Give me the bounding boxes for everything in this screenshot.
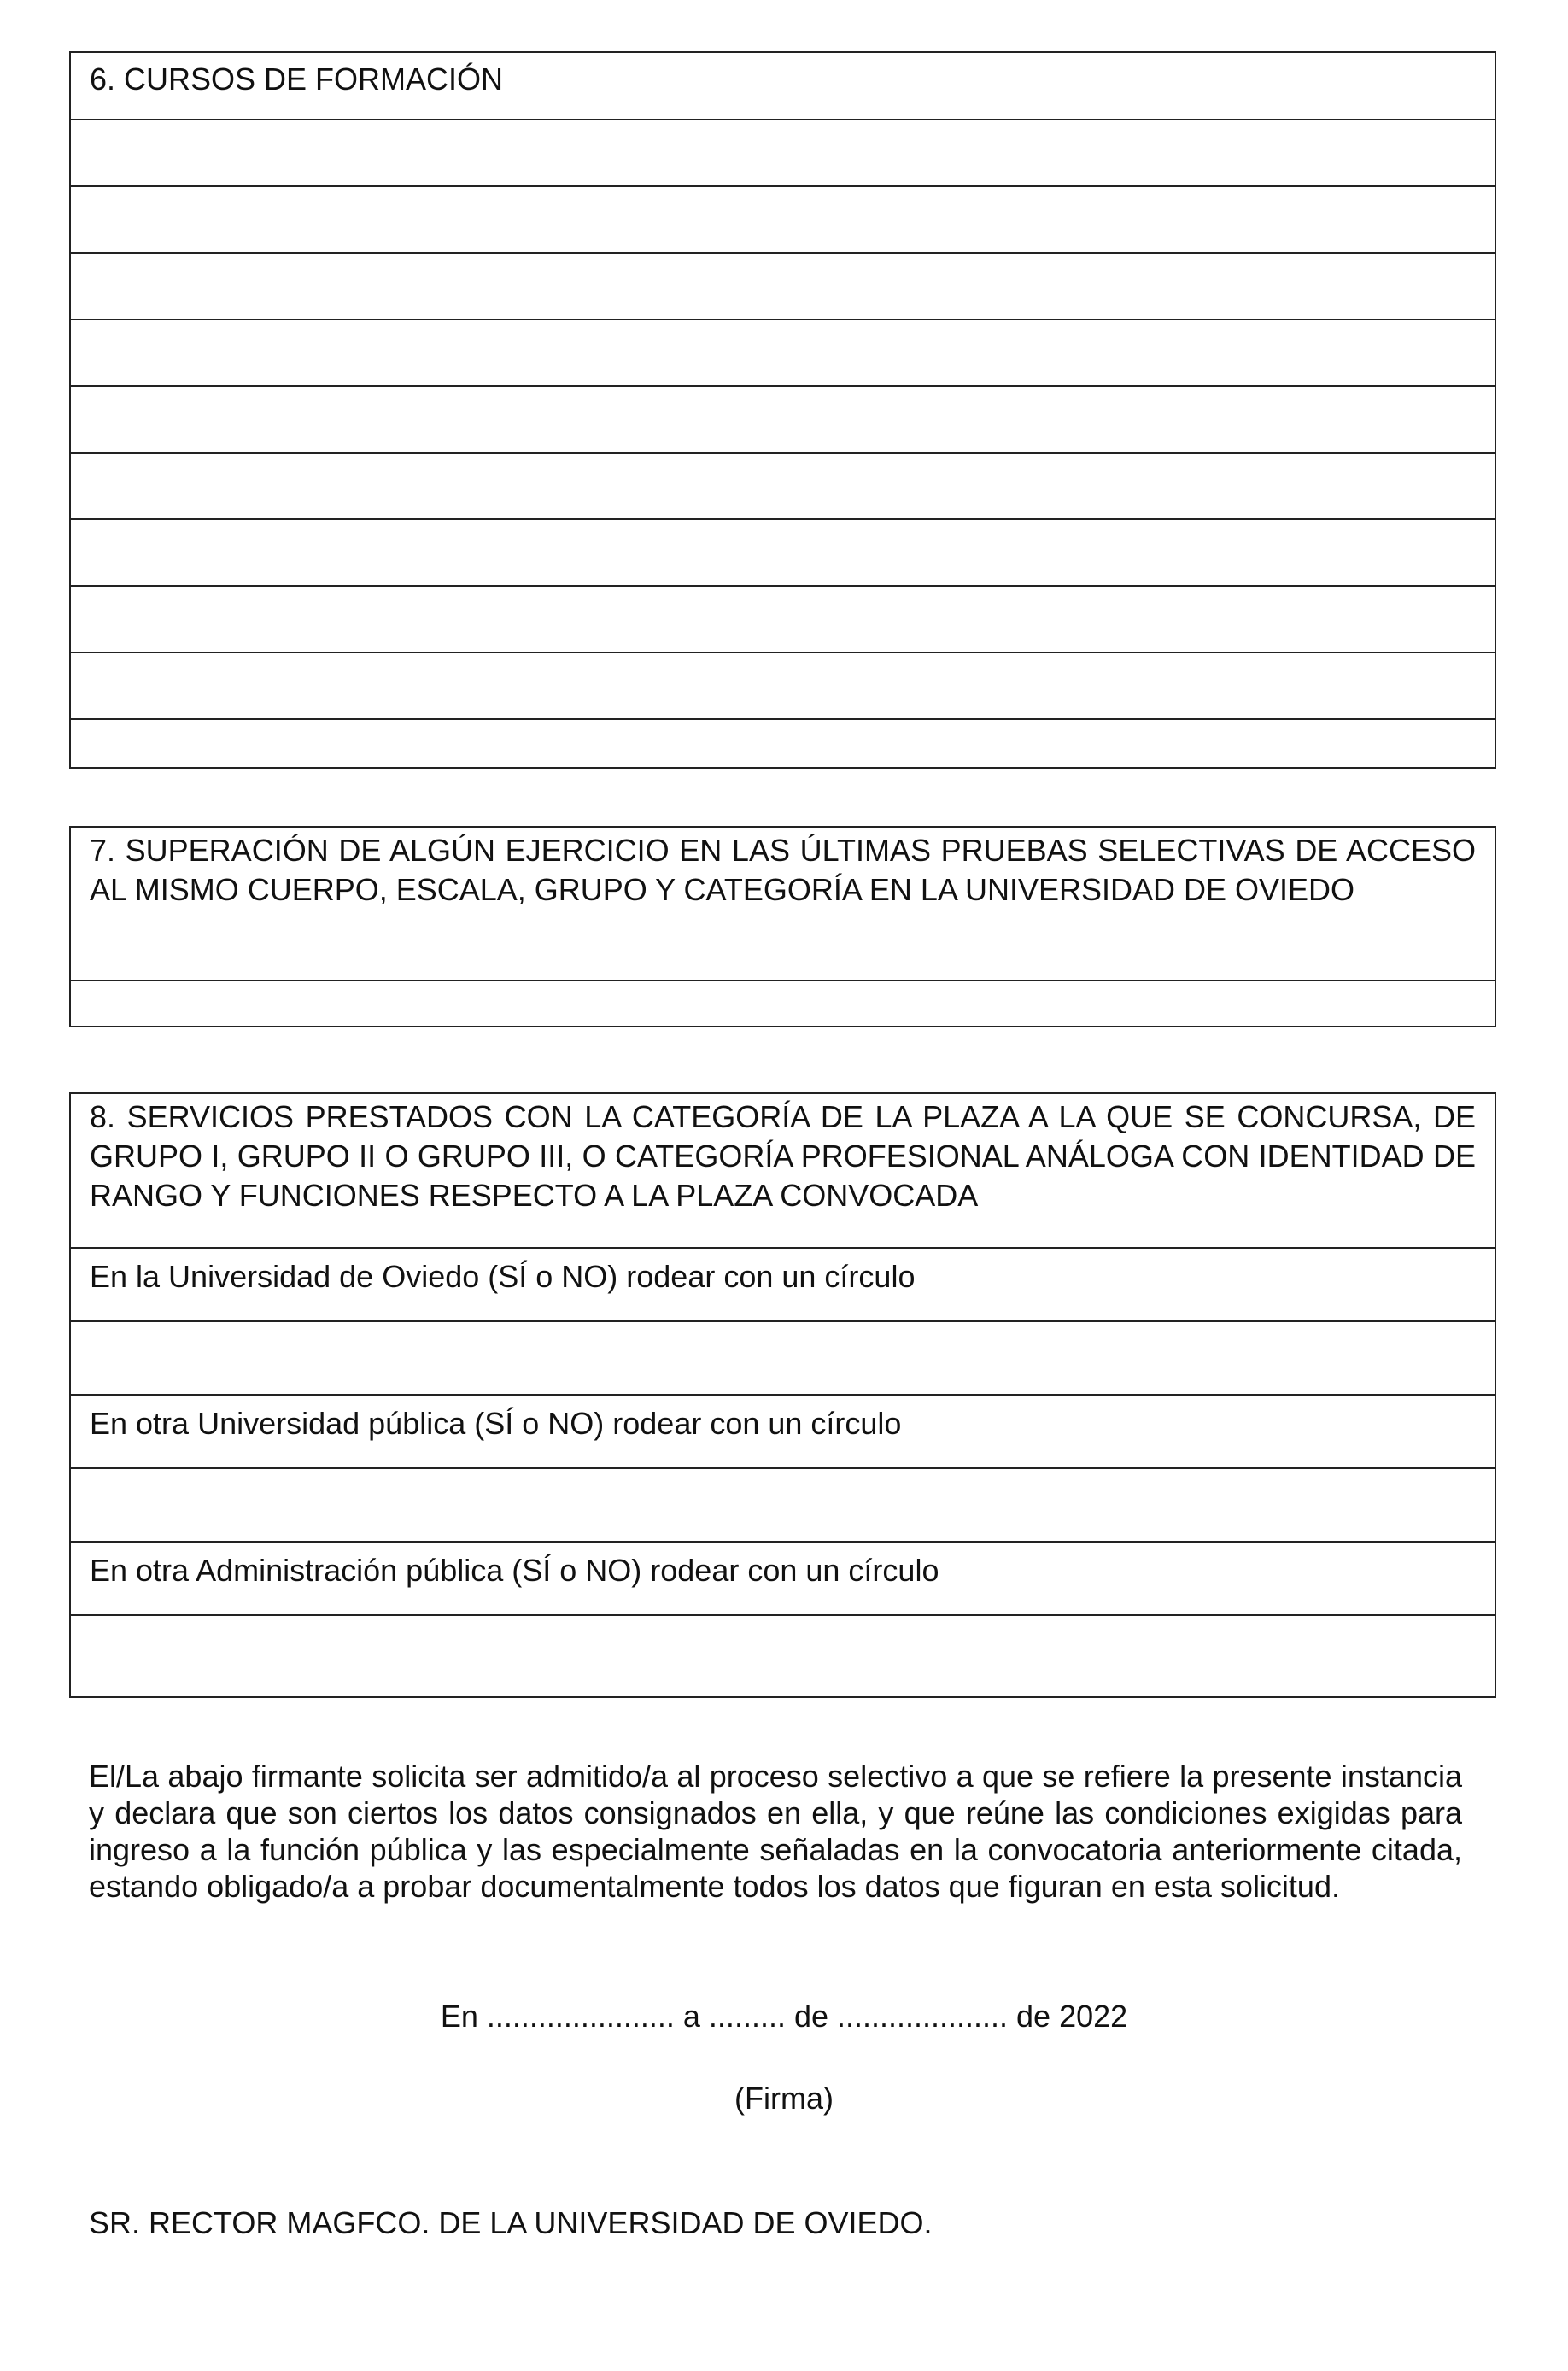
question-univ-oviedo: En la Universidad de Oviedo (SÍ o NO) rodear con un círculo (71, 1247, 1495, 1320)
section-7-table (69, 826, 1496, 1027)
answer-univ-oviedo-row[interactable] (71, 1320, 1495, 1394)
question-otra-universidad: En otra Universidad pública (SÍ o NO) rodear con un círculo (71, 1394, 1495, 1467)
course-entry-row[interactable] (71, 518, 1495, 585)
course-entry-row[interactable] (71, 185, 1495, 252)
question-otra-administracion: En otra Administración pública (SÍ o NO) rodear con un círculo (71, 1541, 1495, 1614)
course-entry-row[interactable] (71, 718, 1495, 767)
course-entry-row[interactable] (71, 385, 1495, 452)
date-line: En ...................... a ......... de .................... de 2022 (440, 1999, 1128, 2034)
addressee: SR. RECTOR MAGFCO. DE LA UNIVERSIDAD DE OVIEDO. (89, 2205, 933, 2240)
course-entry-row[interactable] (71, 119, 1495, 185)
course-entry-row[interactable] (71, 319, 1495, 385)
course-entry-row[interactable] (71, 252, 1495, 319)
section-8-title: 8. SERVICIOS PRESTADOS CON LA CATEGORÍA DE LA PLAZA A LA QUE SE CONCURSA, DE GRUPO I, GRUPO II O GRUPO III, O CATEGORÍA PROFESIONAL ANÁLOGA CON IDENTIDAD DE RANGO Y FUNCIONES RESPECTO A LA PLAZA CONVOCADA (90, 1099, 1476, 1213)
section-6-title: 6. CURSOS DE FORMACIÓN (90, 61, 504, 97)
section-7-title: 7. SUPERACIÓN DE ALGÚN EJERCICIO EN LAS ÚLTIMAS PRUEBAS SELECTIVAS DE ACCESO AL MISMO CUERPO, ESCALA, GRUPO Y CATEGORÍA EN LA UNIVERSIDAD DE OVIEDO (90, 833, 1476, 907)
course-entry-row[interactable] (71, 585, 1495, 652)
section-8-table (69, 1092, 1496, 1698)
answer-otra-universidad-row[interactable] (71, 1467, 1495, 1541)
course-entry-row[interactable] (71, 652, 1495, 718)
signature-label: (Firma) (734, 2081, 834, 2116)
answer-otra-administracion-row[interactable] (71, 1614, 1495, 1699)
declaration-paragraph: El/La abajo firmante solicita ser admitido/a al proceso selectivo a que se refiere la presente instancia y declara que son ciertos los datos consignados en ella, y que reúne las condiciones exigidas para ingreso a la función pública y las especialmente señaladas en la convocatoria anteriormente citada, estando obligado/a a probar documentalmente todos los datos que figuran en esta solicitud. (89, 1759, 1462, 1904)
section-6-table (69, 51, 1496, 769)
course-entry-row[interactable] (71, 452, 1495, 518)
section-7-entry-row[interactable] (71, 980, 1495, 1026)
